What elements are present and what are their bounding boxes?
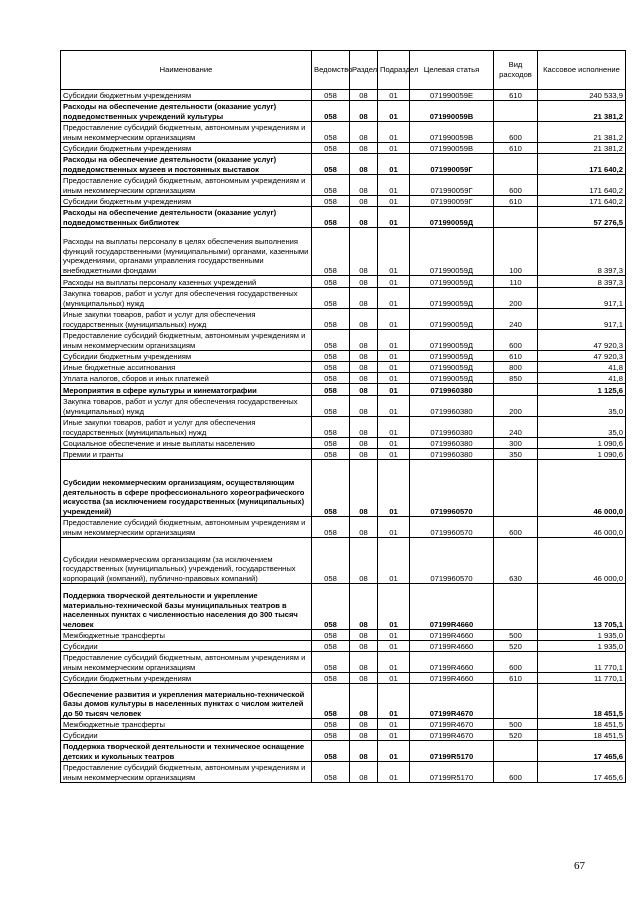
cell-amount: 171 640,2 — [538, 175, 626, 196]
cell-section: 08 — [350, 517, 378, 538]
cell-name: Иные бюджетные ассигнования — [61, 362, 312, 373]
cell-exp-type: 100 — [494, 228, 538, 276]
cell-name: Уплата налогов, сборов и иных платежей — [61, 373, 312, 384]
cell-target: 071990059Г — [410, 175, 494, 196]
cell-subsection: 01 — [378, 741, 410, 762]
cell-section: 08 — [350, 652, 378, 673]
cell-name: Поддержка творческой деятельности и укрепление материально-технической базы муниципальных театров в населенных пунктах с численностью населения до 300 тысяч человек — [61, 584, 312, 630]
cell-section: 08 — [350, 741, 378, 762]
cell-subsection: 01 — [378, 122, 410, 143]
cell-exp-type: 500 — [494, 630, 538, 641]
cell-dept: 058 — [312, 143, 350, 154]
cell-dept: 058 — [312, 101, 350, 122]
cell-subsection: 01 — [378, 362, 410, 373]
cell-exp-type: 520 — [494, 641, 538, 652]
cell-amount: 8 397,3 — [538, 276, 626, 288]
cell-exp-type: 800 — [494, 362, 538, 373]
cell-section: 08 — [350, 417, 378, 438]
cell-target: 0719960380 — [410, 449, 494, 460]
cell-section: 08 — [350, 538, 378, 584]
cell-subsection: 01 — [378, 351, 410, 362]
cell-dept: 058 — [312, 384, 350, 396]
budget-table — [60, 50, 626, 783]
cell-name: Межбюджетные трансферты — [61, 719, 312, 730]
cell-subsection: 01 — [378, 673, 410, 684]
cell-target: 07199R5170 — [410, 762, 494, 783]
cell-name: Межбюджетные трансферты — [61, 630, 312, 641]
cell-subsection: 01 — [378, 90, 410, 101]
header-exp-type: Вид расходов — [494, 51, 538, 90]
cell-dept: 058 — [312, 309, 350, 330]
header-amount: Кассовое исполнение — [538, 51, 626, 90]
cell-dept: 058 — [312, 438, 350, 449]
cell-target: 07199R4660 — [410, 673, 494, 684]
cell-section: 08 — [350, 154, 378, 175]
table-row — [61, 684, 626, 719]
cell-subsection: 01 — [378, 101, 410, 122]
table-row — [61, 228, 626, 276]
cell-name: Иные закупки товаров, работ и услуг для обеспечения государственных (муниципальных) нужд — [61, 309, 312, 330]
cell-exp-type: 850 — [494, 373, 538, 384]
table-row — [61, 449, 626, 460]
cell-target: 0719960570 — [410, 517, 494, 538]
table-row — [61, 175, 626, 196]
cell-dept: 058 — [312, 730, 350, 741]
cell-subsection: 01 — [378, 684, 410, 719]
cell-section: 08 — [350, 175, 378, 196]
table-row — [61, 719, 626, 730]
cell-subsection: 01 — [378, 652, 410, 673]
cell-section: 08 — [350, 438, 378, 449]
cell-exp-type: 200 — [494, 288, 538, 309]
table-body — [61, 90, 626, 783]
table-row — [61, 143, 626, 154]
cell-target: 071990059Д — [410, 362, 494, 373]
cell-section: 08 — [350, 460, 378, 517]
cell-name: Субсидии некоммерческим организациям, осуществляющим деятельность в сфере профессионального хореографического искусства (за исключением государственных (муниципальных) учреждений) — [61, 460, 312, 517]
cell-name: Расходы на обеспечение деятельности (оказание услуг) подведомственных музеев и постоянных выставок — [61, 154, 312, 175]
header-name: Наименование — [61, 51, 312, 90]
cell-name: Расходы на выплаты персоналу в целях обеспечения выполнения функций государственными (муниципальными) органами, казенными учреждениями, органами управления государственными внебюджетными фондами — [61, 228, 312, 276]
cell-subsection: 01 — [378, 288, 410, 309]
cell-exp-type — [494, 584, 538, 630]
cell-dept: 058 — [312, 741, 350, 762]
cell-name: Предоставление субсидий бюджетным, автономным учреждениям и иным некоммерческим организациям — [61, 517, 312, 538]
cell-section: 08 — [350, 630, 378, 641]
cell-section: 08 — [350, 207, 378, 228]
table-row — [61, 652, 626, 673]
header-dept: Ведомство — [312, 51, 350, 90]
cell-dept: 058 — [312, 90, 350, 101]
cell-exp-type: 600 — [494, 652, 538, 673]
header-subsection: Подраздел — [378, 51, 410, 90]
cell-name: Обеспечение развития и укрепления материально-технической базы домов культуры в населенных пунктах с числом жителей до 50 тысяч человек — [61, 684, 312, 719]
cell-exp-type: 300 — [494, 438, 538, 449]
cell-target: 071990059Д — [410, 228, 494, 276]
cell-amount: 21 381,2 — [538, 122, 626, 143]
cell-name: Премии и гранты — [61, 449, 312, 460]
header-section: Раздел — [350, 51, 378, 90]
cell-dept: 058 — [312, 288, 350, 309]
table-row — [61, 730, 626, 741]
cell-dept: 058 — [312, 276, 350, 288]
cell-section: 08 — [350, 143, 378, 154]
cell-section: 08 — [350, 101, 378, 122]
cell-subsection: 01 — [378, 762, 410, 783]
cell-target: 0719960570 — [410, 538, 494, 584]
cell-amount: 17 465,6 — [538, 741, 626, 762]
cell-subsection: 01 — [378, 196, 410, 207]
cell-section: 08 — [350, 330, 378, 351]
cell-dept: 058 — [312, 351, 350, 362]
cell-target: 071990059В — [410, 143, 494, 154]
cell-section: 08 — [350, 90, 378, 101]
table-row — [61, 362, 626, 373]
cell-exp-type: 500 — [494, 719, 538, 730]
cell-target: 07199R4670 — [410, 730, 494, 741]
table-row — [61, 641, 626, 652]
cell-amount: 171 640,2 — [538, 154, 626, 175]
cell-subsection: 01 — [378, 538, 410, 584]
cell-exp-type — [494, 460, 538, 517]
cell-section: 08 — [350, 719, 378, 730]
cell-dept: 058 — [312, 684, 350, 719]
cell-amount: 47 920,3 — [538, 330, 626, 351]
cell-amount: 41,8 — [538, 373, 626, 384]
table-row — [61, 396, 626, 417]
cell-subsection: 01 — [378, 207, 410, 228]
cell-exp-type: 600 — [494, 175, 538, 196]
cell-subsection: 01 — [378, 276, 410, 288]
cell-dept: 058 — [312, 460, 350, 517]
cell-amount: 8 397,3 — [538, 228, 626, 276]
cell-subsection: 01 — [378, 154, 410, 175]
table-row — [61, 154, 626, 175]
cell-section: 08 — [350, 684, 378, 719]
cell-name: Расходы на выплаты персоналу казенных учреждений — [61, 276, 312, 288]
cell-section: 08 — [350, 396, 378, 417]
cell-section: 08 — [350, 228, 378, 276]
cell-dept: 058 — [312, 652, 350, 673]
cell-dept: 058 — [312, 122, 350, 143]
cell-dept: 058 — [312, 362, 350, 373]
cell-exp-type — [494, 154, 538, 175]
cell-amount: 1 125,6 — [538, 384, 626, 396]
cell-exp-type: 610 — [494, 196, 538, 207]
cell-name: Расходы на обеспечение деятельности (оказание услуг) подведомственных учреждений культуры — [61, 101, 312, 122]
table-row — [61, 673, 626, 684]
cell-dept: 058 — [312, 373, 350, 384]
cell-exp-type: 610 — [494, 143, 538, 154]
cell-target: 071990059Д — [410, 373, 494, 384]
cell-name: Социальное обеспечение и иные выплаты населению — [61, 438, 312, 449]
cell-dept: 058 — [312, 207, 350, 228]
cell-section: 08 — [350, 276, 378, 288]
cell-section: 08 — [350, 196, 378, 207]
cell-name: Предоставление субсидий бюджетным, автономным учреждениям и иным некоммерческим организациям — [61, 652, 312, 673]
cell-amount: 11 770,1 — [538, 652, 626, 673]
cell-exp-type: 520 — [494, 730, 538, 741]
cell-subsection: 01 — [378, 517, 410, 538]
cell-name: Иные закупки товаров, работ и услуг для обеспечения государственных (муниципальных) нужд — [61, 417, 312, 438]
cell-exp-type: 200 — [494, 396, 538, 417]
cell-target: 071990059Д — [410, 288, 494, 309]
cell-section: 08 — [350, 762, 378, 783]
cell-name: Поддержка творческой деятельности и техническое оснащение детских и кукольных театров — [61, 741, 312, 762]
cell-exp-type — [494, 207, 538, 228]
cell-amount: 18 451,5 — [538, 719, 626, 730]
cell-subsection: 01 — [378, 449, 410, 460]
cell-dept: 058 — [312, 538, 350, 584]
cell-exp-type: 240 — [494, 417, 538, 438]
cell-amount: 1 090,6 — [538, 438, 626, 449]
cell-subsection: 01 — [378, 384, 410, 396]
cell-dept: 058 — [312, 196, 350, 207]
cell-dept: 058 — [312, 449, 350, 460]
cell-exp-type: 600 — [494, 330, 538, 351]
table-row — [61, 276, 626, 288]
cell-subsection: 01 — [378, 330, 410, 351]
table-row — [61, 417, 626, 438]
table-row — [61, 584, 626, 630]
cell-dept: 058 — [312, 175, 350, 196]
table-row — [61, 207, 626, 228]
cell-exp-type: 600 — [494, 517, 538, 538]
cell-name: Субсидии бюджетным учреждениям — [61, 673, 312, 684]
cell-amount: 917,1 — [538, 309, 626, 330]
cell-amount: 1 090,6 — [538, 449, 626, 460]
cell-subsection: 01 — [378, 438, 410, 449]
cell-amount: 917,1 — [538, 288, 626, 309]
cell-dept: 058 — [312, 673, 350, 684]
cell-subsection: 01 — [378, 641, 410, 652]
cell-exp-type: 600 — [494, 762, 538, 783]
cell-subsection: 01 — [378, 175, 410, 196]
cell-name: Предоставление субсидий бюджетным, автономным учреждениям и иным некоммерческим организациям — [61, 122, 312, 143]
cell-amount: 21 381,2 — [538, 143, 626, 154]
cell-target: 071990059Г — [410, 196, 494, 207]
table-row — [61, 762, 626, 783]
cell-name: Предоставление субсидий бюджетным, автономным учреждениям и иным некоммерческим организациям — [61, 762, 312, 783]
cell-target: 07199R4660 — [410, 630, 494, 641]
cell-subsection: 01 — [378, 309, 410, 330]
cell-exp-type: 350 — [494, 449, 538, 460]
cell-exp-type — [494, 101, 538, 122]
cell-target: 0719960380 — [410, 417, 494, 438]
cell-target: 071990059Д — [410, 351, 494, 362]
cell-subsection: 01 — [378, 143, 410, 154]
cell-amount: 11 770,1 — [538, 673, 626, 684]
cell-dept: 058 — [312, 517, 350, 538]
table-row — [61, 101, 626, 122]
cell-name: Закупка товаров, работ и услуг для обеспечения государственных (муниципальных) нужд — [61, 396, 312, 417]
cell-dept: 058 — [312, 762, 350, 783]
cell-name: Предоставление субсидий бюджетным, автономным учреждениям и иным некоммерческим организациям — [61, 330, 312, 351]
cell-dept: 058 — [312, 641, 350, 652]
cell-subsection: 01 — [378, 417, 410, 438]
table-row — [61, 438, 626, 449]
cell-amount: 35,0 — [538, 417, 626, 438]
cell-name: Субсидии бюджетным учреждениям — [61, 90, 312, 101]
cell-target: 0719960380 — [410, 396, 494, 417]
cell-amount: 47 920,3 — [538, 351, 626, 362]
table-row — [61, 330, 626, 351]
cell-subsection: 01 — [378, 228, 410, 276]
cell-section: 08 — [350, 373, 378, 384]
cell-exp-type — [494, 384, 538, 396]
cell-dept: 058 — [312, 630, 350, 641]
cell-section: 08 — [350, 730, 378, 741]
cell-amount: 46 000,0 — [538, 538, 626, 584]
cell-target: 0719960380 — [410, 438, 494, 449]
cell-dept: 058 — [312, 417, 350, 438]
table-row — [61, 741, 626, 762]
cell-amount: 1 935,0 — [538, 630, 626, 641]
cell-exp-type: 610 — [494, 351, 538, 362]
cell-target: 07199R5170 — [410, 741, 494, 762]
table-row — [61, 384, 626, 396]
cell-dept: 058 — [312, 584, 350, 630]
cell-exp-type: 610 — [494, 90, 538, 101]
cell-target: 071990059В — [410, 101, 494, 122]
cell-subsection: 01 — [378, 630, 410, 641]
cell-target: 07199R4670 — [410, 684, 494, 719]
cell-target: 071990059Д — [410, 330, 494, 351]
cell-exp-type: 110 — [494, 276, 538, 288]
cell-amount: 240 533,9 — [538, 90, 626, 101]
cell-section: 08 — [350, 288, 378, 309]
table-header-row — [61, 51, 626, 90]
cell-subsection: 01 — [378, 373, 410, 384]
cell-exp-type: 600 — [494, 122, 538, 143]
cell-name: Субсидии — [61, 641, 312, 652]
cell-target: 071990059Е — [410, 90, 494, 101]
cell-amount: 13 705,1 — [538, 584, 626, 630]
cell-target: 07199R4660 — [410, 652, 494, 673]
table-row — [61, 196, 626, 207]
cell-section: 08 — [350, 384, 378, 396]
cell-subsection: 01 — [378, 719, 410, 730]
cell-exp-type: 240 — [494, 309, 538, 330]
cell-section: 08 — [350, 449, 378, 460]
table-row — [61, 351, 626, 362]
cell-exp-type: 630 — [494, 538, 538, 584]
cell-name: Мероприятия в сфере культуры и кинематографии — [61, 384, 312, 396]
cell-amount: 18 451,5 — [538, 730, 626, 741]
table-row — [61, 309, 626, 330]
cell-subsection: 01 — [378, 396, 410, 417]
cell-amount: 1 935,0 — [538, 641, 626, 652]
table-row — [61, 630, 626, 641]
cell-target: 0719960380 — [410, 384, 494, 396]
cell-amount: 46 000,0 — [538, 460, 626, 517]
cell-section: 08 — [350, 351, 378, 362]
table-row — [61, 122, 626, 143]
cell-target: 071990059Г — [410, 154, 494, 175]
table-row — [61, 288, 626, 309]
cell-section: 08 — [350, 584, 378, 630]
cell-section: 08 — [350, 309, 378, 330]
cell-name: Субсидии бюджетным учреждениям — [61, 143, 312, 154]
cell-dept: 058 — [312, 330, 350, 351]
cell-amount: 18 451,5 — [538, 684, 626, 719]
cell-amount: 17 465,6 — [538, 762, 626, 783]
table-row — [61, 373, 626, 384]
cell-exp-type: 610 — [494, 673, 538, 684]
cell-target: 071990059Д — [410, 276, 494, 288]
cell-dept: 058 — [312, 154, 350, 175]
cell-name: Субсидии бюджетным учреждениям — [61, 351, 312, 362]
cell-subsection: 01 — [378, 460, 410, 517]
cell-target: 07199R4670 — [410, 719, 494, 730]
cell-dept: 058 — [312, 228, 350, 276]
table-row — [61, 517, 626, 538]
cell-name: Расходы на обеспечение деятельности (оказание услуг) подведомственных библиотек — [61, 207, 312, 228]
cell-name: Закупка товаров, работ и услуг для обеспечения государственных (муниципальных) нужд — [61, 288, 312, 309]
cell-amount: 21 381,2 — [538, 101, 626, 122]
cell-amount: 35,0 — [538, 396, 626, 417]
cell-target: 071990059В — [410, 122, 494, 143]
table-row — [61, 460, 626, 517]
cell-amount: 57 276,5 — [538, 207, 626, 228]
cell-section: 08 — [350, 673, 378, 684]
cell-exp-type — [494, 684, 538, 719]
cell-target: 0719960570 — [410, 460, 494, 517]
cell-name: Субсидии — [61, 730, 312, 741]
cell-section: 08 — [350, 641, 378, 652]
table-row — [61, 538, 626, 584]
cell-name: Субсидии некоммерческим организациям (за исключением государственных (муниципальных) учреждений, государственных корпораций (компаний), публично-правовых компаний) — [61, 538, 312, 584]
cell-name: Предоставление субсидий бюджетным, автономным учреждениям и иным некоммерческим организациям — [61, 175, 312, 196]
table-row — [61, 90, 626, 101]
cell-subsection: 01 — [378, 730, 410, 741]
cell-section: 08 — [350, 362, 378, 373]
cell-target: 07199R4660 — [410, 641, 494, 652]
cell-exp-type — [494, 741, 538, 762]
cell-amount: 41,8 — [538, 362, 626, 373]
cell-target: 07199R4660 — [410, 584, 494, 630]
cell-subsection: 01 — [378, 584, 410, 630]
header-target: Целевая статья — [410, 51, 494, 90]
cell-amount: 171 640,2 — [538, 196, 626, 207]
cell-name: Субсидии бюджетным учреждениям — [61, 196, 312, 207]
page-number: 67 — [574, 860, 585, 872]
cell-dept: 058 — [312, 719, 350, 730]
cell-target: 071990059Д — [410, 207, 494, 228]
cell-target: 071990059Д — [410, 309, 494, 330]
cell-section: 08 — [350, 122, 378, 143]
cell-dept: 058 — [312, 396, 350, 417]
cell-amount: 46 000,0 — [538, 517, 626, 538]
